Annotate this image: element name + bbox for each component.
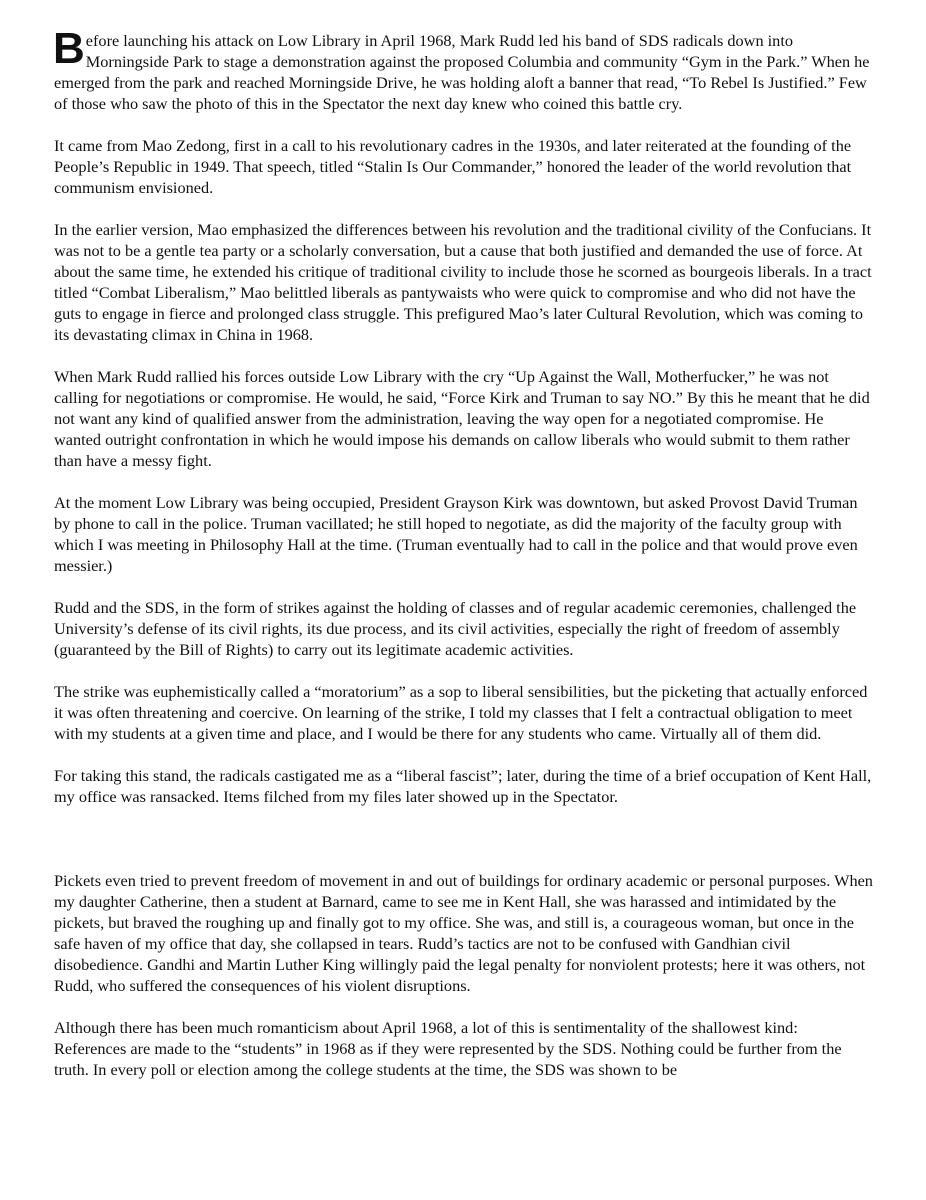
paragraph-4: When Mark Rudd rallied his forces outside Low Library with the cry “Up Against the Wall, Motherfucker,” he was not calling for negotiations or compromise. He would, he said, “Force Kirk and Truman to say NO.” By this he meant that he did not want any kind of qualified answer from the administration, leaving the way open for a negotiated compromise. He wanted outright confrontation in which he would impose his demands on callow liberals who would submit to them rather than have a messy fight. bbox=[54, 367, 870, 470]
paragraph-10: Although there has been much romanticism about April 1968, a lot of this is sentimentality of the shallowest kind: References are made to the “students” in 1968 as if they were represented by the SDS. Nothing could be further from the truth. In every poll or election among the college students at the time, the SDS was shown to be bbox=[54, 1018, 842, 1079]
paragraph-1 bbox=[53, 24, 874, 114]
paragraph-3: In the earlier version, Mao emphasized the differences between his revolution and the traditional civility of the Confucians. It was not to be a gentle tea party or a scholarly conversation, but a cause that both justified and demanded the use of force. At about the same time, he extended his critique of traditional civility to include those he scorned as bourgeois liberals. In a tract titled “Combat Liberalism,” Mao belittled liberals as pantywaists who were quick to compromise and who did not have the guts to engage in fierce and prolonged class struggle. This prefigured Mao’s later Cultural Revolution, which was coming to its devastating climax in China in 1968. bbox=[54, 220, 872, 344]
paragraph-9: Pickets even tried to prevent freedom of movement in and out of buildings for ordinary academic or personal purposes. When my daughter Catherine, then a student at Barnard, came to see me in Kent Hall, she was harassed and intimidated by the pickets, but braved the roughing up and finally got to my office. She was, and still is, a courageous woman, but once in the safe haven of my office that day, she collapsed in tears. Rudd’s tactics are not to be confused with Gandhian civil disobedience. Gandhi and Martin Luther King willingly paid the legal penalty for nonviolent protests; here it was others, not Rudd, who suffered the consequences of his violent disruptions. bbox=[54, 871, 873, 995]
paragraph-2: It came from Mao Zedong, first in a call to his revolutionary cadres in the 1930s, and later reiterated at the founding of the People’s Republic in 1949. That speech, titled “Stalin Is Our Commander,” honored the leader of the world revolution that communism envisioned. bbox=[54, 136, 852, 197]
drop-cap: B bbox=[53, 24, 85, 73]
paragraph-5: At the moment Low Library was being occupied, President Grayson Kirk was downtown, but asked Provost David Truman by phone to call in the police. Truman vacillated; he still hoped to negotiate, as did the majority of the faculty group with which I was meeting in Philosophy Hall at the time. (Truman eventually had to call in the police and that would prove even messier.) bbox=[54, 493, 858, 575]
paragraph-8: For taking this stand, the radicals castigated me as a “liberal fascist”; later, during the time of a brief occupation of Kent Hall, my office was ransacked. Items filched from my files later showed up in the Spectator. bbox=[54, 766, 872, 806]
document-body bbox=[53, 24, 874, 1101]
paragraph-7: The strike was euphemistically called a “moratorium” as a sop to liberal sensibilities, but the picketing that actually enforced it was often threatening and coercive. On learning of the strike, I told my classes that I felt a contractual obligation to meet with my students at a given time and place, and I would be there for any students who came. Virtually all of them did. bbox=[54, 682, 868, 743]
paragraph-6: Rudd and the SDS, in the form of strikes against the holding of classes and of regular academic ceremonies, challenged the University’s defense of its civil rights, its due process, and its civil activities, especially the right of freedom of assembly (guaranteed by the Bill of Rights) to carry out its legitimate academic activities. bbox=[54, 598, 857, 659]
paragraph-1-text: efore launching his attack on Low Library in April 1968, Mark Rudd led his band of SDS radicals down into Morningside Park to stage a demonstration against the proposed Columbia and community “Gym in the Park.” When he emerged from the park and reached Morningside Drive, he was holding aloft a banner that read, “To Rebel Is Justified.” Few of those who saw the photo of this in the Spectator the next day knew who coined this battle cry. bbox=[54, 31, 870, 113]
